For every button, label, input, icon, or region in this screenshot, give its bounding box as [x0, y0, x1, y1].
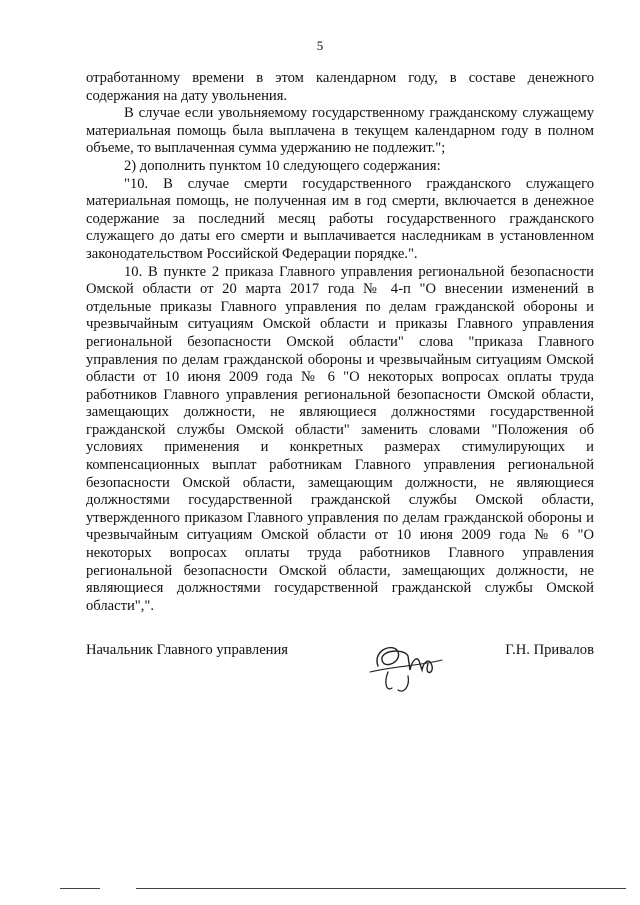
handwritten-signature [364, 636, 444, 696]
paragraph-material-aid-note: В случае если увольняемому государственному гражданскому служащему материальная помощь была выплачена в текущем календарном году в полном объеме, то выплаченная сумма удержанию не подлежит."; [86, 105, 594, 157]
signer-title: Начальник Главного управления [86, 642, 289, 658]
document-body [86, 70, 594, 615]
paragraph-item-10: 10. В пункте 2 приказа Главного управления региональной безопасности Омской области от 20 марта 2017 года № 4-п "О внесении изменений в отдельные приказы Главного управления по делам гражданской обороны и чрезвычайным ситуациям Омской области и приказы Главного управления региональной безопасности Омской области" слова "приказа Главного управления по делам гражданской обороны и чрезвычайным ситуациям Омской области от 10 июня 2009 года № 6 "О некоторых вопросах оплаты труда работников Главного управления региональной безопасности Омской области, замещающих должности, не являющиеся должностями государственной гражданской службы Омской области" заменить словами "Положения об условиях применения и конкретных размерах стимулирующих и компенсационных выплат работникам Главного управления региональной безопасности Омской области, замещающим должности, не являющиеся должностями государственной гражданской службы Омской области, утвержденного приказом Главного управления по делам гражданской обороны и чрезвычайным ситуациям Омской области от 10 июня 2009 года № 6 "О некоторых вопросах оплаты труда работников Главного управления региональной безопасности Омской области, замещающих должности, не являющиеся должностями государственной гражданской службы Омской области",". [86, 263, 594, 614]
paragraph-point-10: "10. В случае смерти государственного гражданского служащего материальная помощь, не полученная им в год смерти, включается в денежное содержание за последний месяц работы государственного гражданского служащего до даты его смерти и выплачивается наследникам в установленном законодательством Российской Федерации порядке.". [86, 175, 594, 262]
paragraph-continuation: отработанному времени в этом календарном году, в составе денежного содержания на дату увольнения. [86, 70, 594, 104]
footer-divider-short [60, 888, 100, 889]
footer-divider-long [136, 888, 626, 889]
signer-name: Г.Н. Привалов [505, 642, 594, 658]
signature-block [86, 636, 594, 696]
page-number: 5 [316, 38, 324, 53]
paragraph-amendment-intro: 2) дополнить пунктом 10 следующего содержания: [124, 157, 441, 174]
